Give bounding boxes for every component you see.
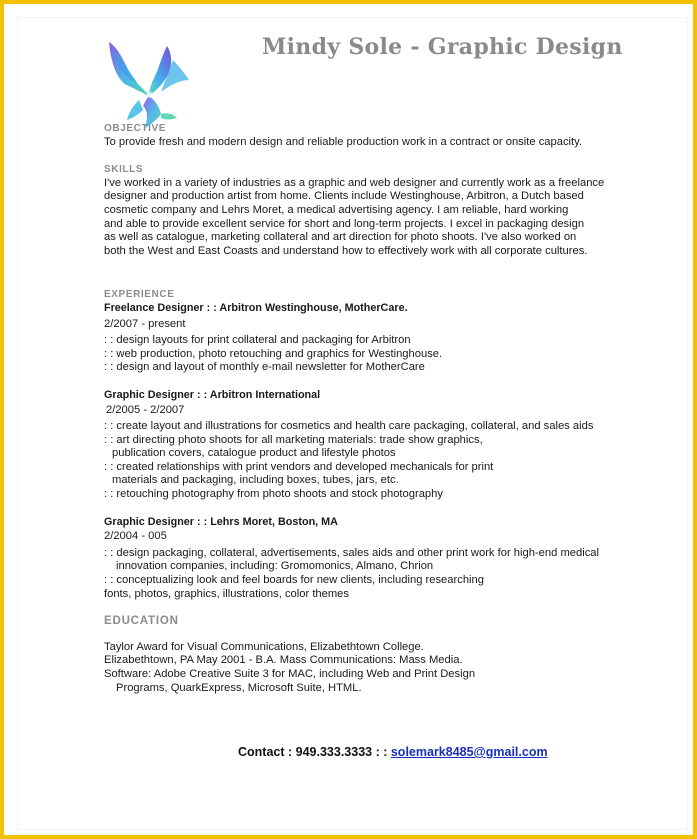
resume-page — [18, 18, 687, 829]
job-bullet: : : retouching photography from photo shoots and stock photography — [104, 488, 443, 501]
objective-heading: OBJECTIVE — [104, 123, 167, 134]
education-line: Elizabethtown, PA May 2001 - B.A. Mass Communications: Mass Media. — [104, 654, 463, 667]
job-title: Freelance Designer : : Arbitron Westinghouse, MotherCare. — [104, 301, 408, 314]
skills-paragraph — [104, 177, 644, 259]
job-bullet: : : design packaging, collateral, advertisements, sales aids and other print work for high-end medical — [104, 546, 599, 559]
job-dates: 2/2007 - present — [104, 317, 186, 330]
job-dates: 2/2005 - 2/2007 — [106, 403, 185, 416]
job-bullet-continuation: materials and packaging, including boxes, tubes, jars, etc. — [112, 474, 399, 487]
job-bullet-continuation: publication covers, catalogue product and lifestyle photos — [112, 447, 396, 460]
skills-line: I've worked in a variety of industries as a graphic and web designer and currently work as a freelance — [104, 176, 605, 189]
job-title: Graphic Designer : : Arbitron International — [104, 388, 321, 401]
job-bullet: : : create layout and illustrations for cosmetics and health care packaging, collateral, and sales aids — [104, 420, 594, 433]
education-line: Taylor Award for Visual Communications, Elizabethtown College. — [104, 640, 424, 653]
job-bullet: : : art directing photo shoots for all marketing materials: trade show graphics, — [104, 433, 483, 446]
objective-text: To provide fresh and modern design and reliable production work in a contract or onsite capacity. — [104, 135, 583, 148]
contact-email-link[interactable]: solemark8485@gmail.com — [390, 745, 548, 759]
job-entry-freelance — [104, 302, 644, 375]
resume-title: Mindy Sole - Graphic Design — [262, 34, 623, 60]
education-line: Software: Adobe Creative Suite 3 for MAC, including Web and Print Design — [104, 668, 476, 680]
education-block — [104, 641, 644, 695]
job-bullet-continuation: innovation companies, including: Gromomonics, Almano, Chrion — [116, 560, 434, 573]
bird-logo-icon — [103, 40, 193, 132]
job-dates: 2/2004 - 005 — [104, 530, 167, 543]
education-line: Programs, QuarkExpress, Microsoft Suite, HTML. — [116, 681, 362, 694]
job-bullet-continuation: fonts, photos, graphics, illustrations, color themes — [104, 587, 349, 600]
skills-line: both the West and East Coasts and understand how to effectively work with all corporate cultures. — [104, 244, 588, 257]
job-bullet: : : conceptualizing look and feel boards for new clients, including researching — [104, 574, 484, 587]
experience-heading: EXPERIENCE — [104, 289, 175, 301]
job-bullet: : : design layouts for print collateral and packaging for Arbitron — [104, 334, 411, 347]
contact-line — [238, 745, 548, 759]
skills-line: as well as catalogue, marketing collateral and art direction for photo shoots. I've also worked on — [104, 231, 577, 244]
job-bullet: : : design and layout of monthly e-mail newsletter for MotherCare — [104, 361, 425, 374]
job-entry-arbitron — [104, 389, 644, 502]
skills-heading: SKILLS — [104, 164, 144, 176]
contact-phone: Contact : 949.333.3333 : : — [238, 745, 391, 759]
job-entry-lehrs-moret — [104, 516, 644, 602]
job-title: Graphic Designer : : Lehrs Moret, Boston, MA — [104, 515, 338, 528]
job-bullet: : : web production, photo retouching and graphics for Westinghouse. — [104, 347, 443, 360]
skills-line: and able to provide excellent service for short and long-term projects. I excel in packaging design — [104, 217, 585, 230]
resume-body — [104, 122, 644, 695]
education-heading: EDUCATION — [104, 615, 179, 628]
skills-line: designer and production artist from home. Clients include Westinghouse, Arbitron, a Dutch based — [104, 190, 584, 203]
skills-line: cosmetic company and Lehrs Moret, a medical advertising agency. I am reliable, hard working — [104, 203, 569, 216]
job-bullet: : : created relationships with print vendors and developed mechanicals for print — [104, 460, 494, 473]
